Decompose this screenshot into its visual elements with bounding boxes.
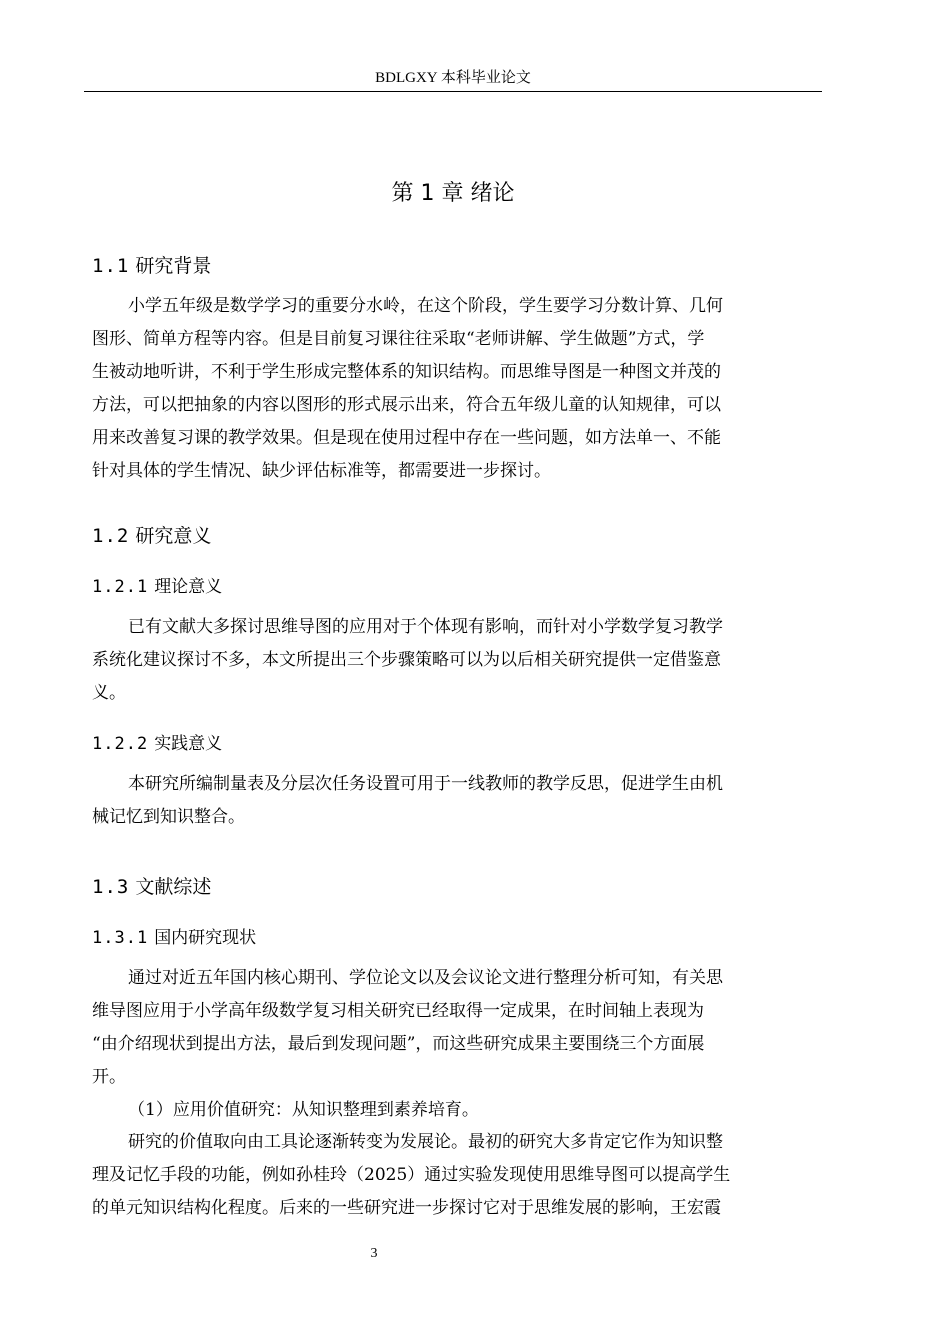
section-heading-1-1 xyxy=(92,252,211,280)
paragraph-theory: 已有文献大多探讨思维导图的应用对于个体现有影响，而针对小学数学复习教学 系统化建议探讨不多，本文所提出三个步骤策略可以为以后相关研究提供一定借鉴意 义。 xyxy=(92,617,723,703)
subsection-heading-1-2-2 xyxy=(92,731,222,757)
section-number: 1.2.1 xyxy=(92,577,149,597)
header-rule xyxy=(84,91,822,92)
section-title: 文献综述 xyxy=(135,876,212,898)
section-number: 1.3 xyxy=(92,876,130,898)
section-heading-1-2 xyxy=(92,522,211,550)
paragraph-domestic: 通过对近五年国内核心期刊、学位论文以及会议论文进行整理分析可知，有关思 维导图应用于小学高年级数学复习相关研究已经取得一定成果，在时间轴上表现为 “由介绍现状到提出方法，最后到发现问题”，而这些研究成果主要围绕三个方面展 开。 xyxy=(92,968,723,1087)
section-title: 研究背景 xyxy=(135,255,212,277)
section-number: 1.3.1 xyxy=(92,928,149,948)
paragraph-value: 研究的价值取向由工具论逐渐转变为发展论。最初的研究大多肯定它作为知识整 理及记忆手段的功能，例如孙桂玲（2025）通过实验发现使用思维导图可以提高学生 的单元知识结构化程度。后来的一些研究进一步探讨它对于思维发展的影响，王宏霞 xyxy=(92,1132,731,1218)
page-number: 3 xyxy=(370,1246,378,1261)
section-title: 理论意义 xyxy=(154,577,223,597)
section-number: 1.2.2 xyxy=(92,734,149,754)
section-number: 1.1 xyxy=(92,255,130,277)
section-title: 实践意义 xyxy=(154,734,223,754)
paragraph-practice: 本研究所编制量表及分层次任务设置可用于一线教师的教学反思，促进学生由机 械记忆到知识整合。 xyxy=(92,774,723,827)
subsection-heading-1-3-1 xyxy=(92,925,256,951)
running-header: BDLGXY 本科毕业论文 xyxy=(375,70,531,86)
section-title: 国内研究现状 xyxy=(154,928,257,948)
subsection-heading-1-2-1 xyxy=(92,574,222,600)
section-number: 1.2 xyxy=(92,525,130,547)
chapter-title: 第 1 章 绪论 xyxy=(391,181,515,206)
paragraph-background: 小学五年级是数学学习的重要分水岭，在这个阶段，学生要学习分数计算、几何 图形、简单方程等内容。但是目前复习课往往采取“老师讲解、学生做题”方式，学 生被动地听讲，不利于学生形成完整体系的知识结构。而思维导图是一种图文并茂的 方法，可以把抽象的内容以图形的形式展示出来，符合五年级儿童的认知规律，可以 用来改善复习课的教学效果。但是现在使用过程中存在一些问题，如方法单一、不能 针对具体的学生情况、缺少评估标准等，都需要进一步探讨。 xyxy=(92,296,723,481)
section-title: 研究意义 xyxy=(135,525,212,547)
paragraph-item-1: （1）应用价值研究：从知识整理到素养培育。 xyxy=(128,1100,479,1120)
section-heading-1-3 xyxy=(92,873,211,901)
